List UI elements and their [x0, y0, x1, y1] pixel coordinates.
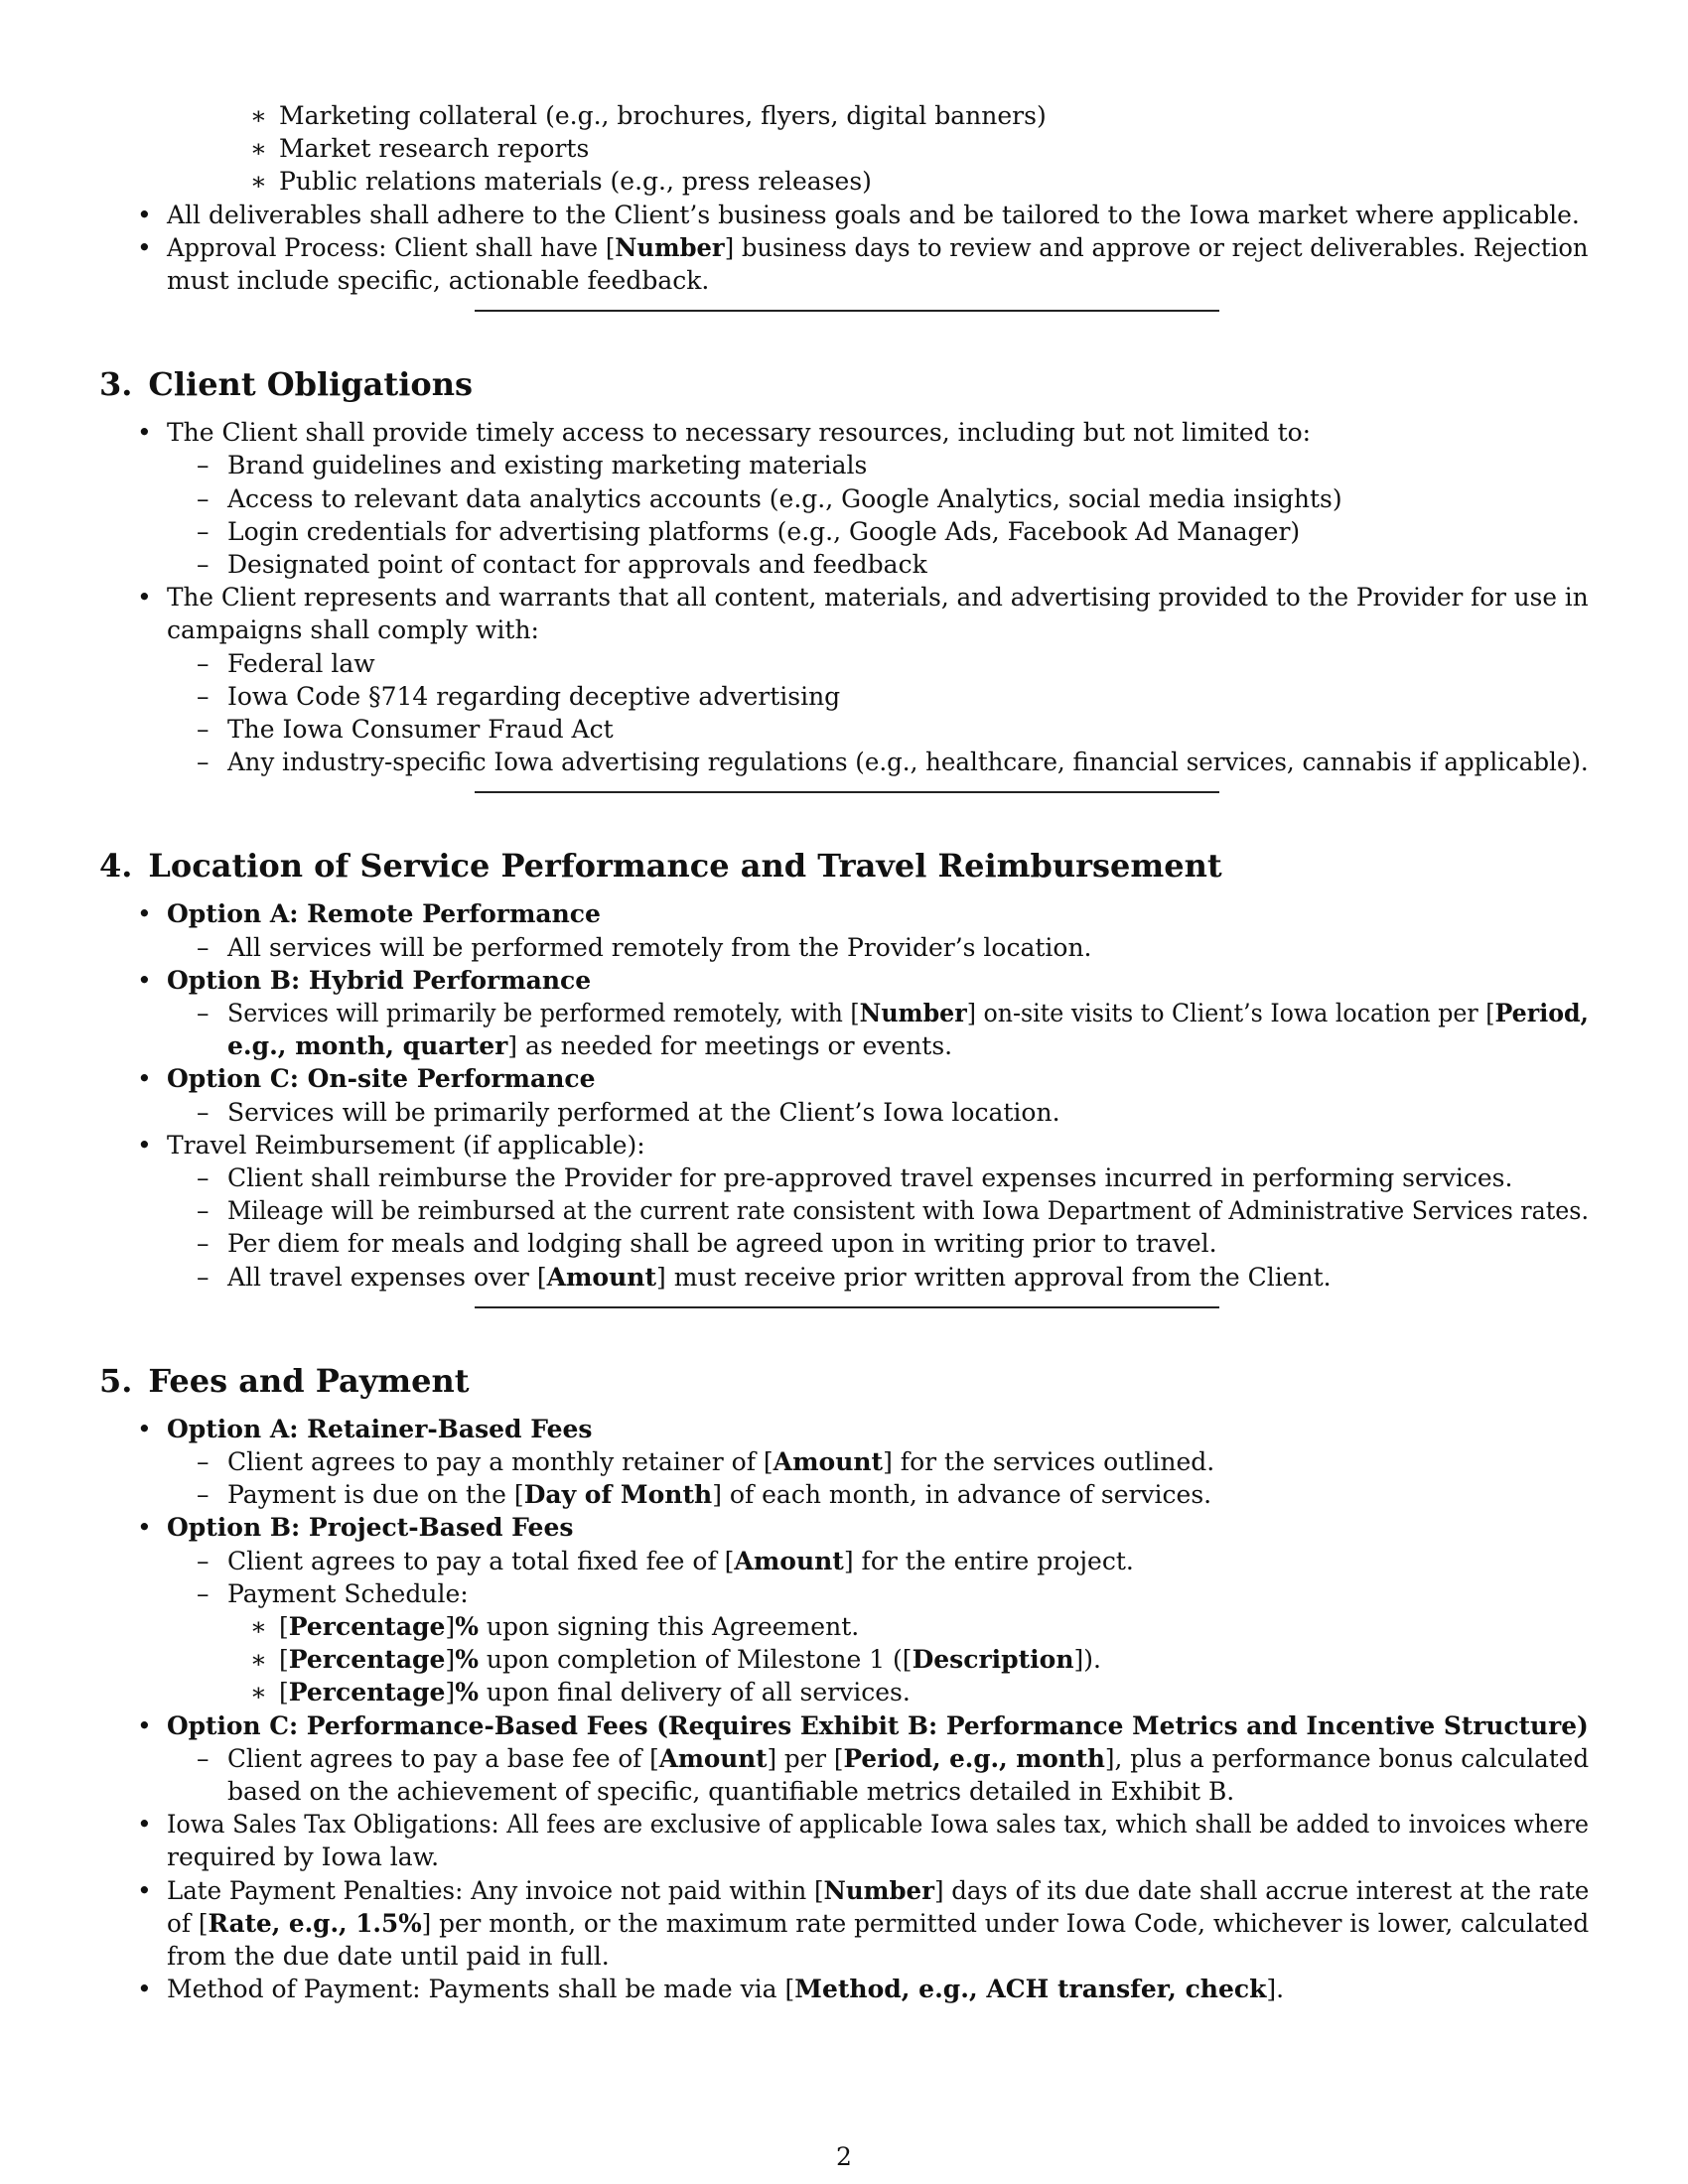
text-run: The Iowa Consumer Fraud Act: [227, 715, 614, 744]
list-item-text: [227, 1161, 1512, 1194]
text-run: [: [279, 1678, 289, 1706]
placeholder-field: Number: [615, 233, 725, 262]
text-run: Iowa Sales Tax Obligations: All fees are exclusive of applicable Iowa sales tax, which shall be added to invoices where: [167, 1810, 1590, 1839]
list-item-text: [167, 416, 1311, 449]
text-run: must include specific, actionable feedback.: [167, 266, 710, 295]
list-item-text: [279, 99, 1047, 132]
placeholder-field: Amount: [773, 1447, 884, 1476]
text-run: ], plus a performance bonus calculated: [1104, 1744, 1590, 1773]
placeholder-field: Period,: [1494, 999, 1589, 1027]
list-item-text: [279, 165, 872, 198]
list-item-text: [167, 1841, 439, 1873]
text-run: All travel expenses over [: [227, 1263, 547, 1292]
text-run: ] for the entire project.: [843, 1547, 1134, 1575]
text-run: ] for the services outlined.: [883, 1447, 1215, 1476]
text-run: Designated point of contact for approvals and feedback: [227, 550, 927, 579]
text-run: ].: [1266, 1975, 1285, 2003]
list-item-text: [227, 1545, 1134, 1577]
text-run: Client agrees to pay a monthly retainer of [: [227, 1447, 774, 1476]
text-run: The Client shall provide timely access to necessary resources, including but not limited to:: [167, 418, 1312, 447]
placeholder-field: Option B: Hybrid Performance: [167, 966, 592, 995]
placeholder-field: %: [455, 1612, 479, 1641]
list-item-text: [167, 199, 1580, 231]
text-run: ] days of its due date shall accrue interest at the rate: [933, 1876, 1590, 1905]
dash-marker: –: [197, 999, 210, 1027]
list-item-text: [227, 1096, 1060, 1129]
bullet-marker: •: [137, 1810, 152, 1839]
section-title: Fees and Payment: [148, 1362, 470, 1400]
text-run: Late Payment Penalties: Any invoice not paid within [: [167, 1876, 824, 1905]
text-run: upon final delivery of all services.: [478, 1678, 911, 1706]
text-run: ] per month, or the maximum rate permitted under Iowa Code, whichever is lower, calculated: [421, 1909, 1590, 1938]
text-run: Method of Payment: Payments shall be made via [: [167, 1975, 795, 2003]
placeholder-field: %: [455, 1678, 479, 1706]
text-run: ]).: [1073, 1645, 1101, 1674]
dash-marker: –: [197, 1263, 210, 1292]
dash-marker: –: [197, 933, 210, 962]
text-run: [: [279, 1645, 289, 1674]
dash-marker: –: [197, 1447, 210, 1476]
asterisk-marker: ∗: [250, 1612, 267, 1641]
text-run: ]: [445, 1645, 456, 1674]
section-number: 4.: [99, 847, 133, 885]
placeholder-field: Number: [859, 999, 967, 1027]
text-run: ] as needed for meetings or events.: [507, 1031, 953, 1060]
placeholder-field: Period, e.g., month: [843, 1744, 1105, 1773]
section-heading: [99, 846, 1222, 886]
placeholder-field: Percentage: [288, 1645, 446, 1674]
section-title: Client Obligations: [148, 365, 473, 403]
asterisk-marker: ∗: [250, 167, 267, 196]
list-item-text: [167, 614, 539, 646]
list-item-text: [227, 713, 614, 746]
bullet-marker: •: [137, 1131, 152, 1160]
text-run: ]: [445, 1678, 456, 1706]
text-run: [: [279, 1612, 289, 1641]
placeholder-field: Day of Month: [523, 1480, 713, 1509]
list-item-text: [227, 997, 1589, 1029]
text-run: Mileage will be reimbursed at the current rate consistent with Iowa Department of Administrative Services rates.: [227, 1196, 1589, 1225]
bullet-marker: •: [137, 899, 152, 928]
text-run: campaigns shall comply with:: [167, 615, 539, 644]
placeholder-field: e.g., month, quarter: [227, 1031, 508, 1060]
dash-marker: –: [197, 1196, 210, 1225]
section-divider: [475, 791, 1219, 793]
list-item-text: [227, 1194, 1589, 1227]
list-item-text: [167, 231, 1589, 264]
placeholder-field: Option B: Project-Based Fees: [167, 1513, 574, 1542]
list-item-text: [167, 264, 709, 297]
text-run: upon signing this Agreement.: [478, 1612, 860, 1641]
list-item-text: [227, 1445, 1214, 1478]
dash-marker: –: [197, 1229, 210, 1258]
list-item-text: [227, 449, 867, 481]
list-item-text: [167, 1413, 593, 1445]
list-item-text: [227, 1227, 1217, 1260]
text-run: Client agrees to pay a total fixed fee of [: [227, 1547, 735, 1575]
dash-marker: –: [197, 715, 210, 744]
placeholder-field: Number: [823, 1876, 934, 1905]
list-item-text: [167, 1940, 610, 1973]
bullet-marker: •: [137, 1711, 152, 1740]
list-item-text: [227, 482, 1342, 515]
text-run: required by Iowa law.: [167, 1843, 440, 1871]
section-divider: [475, 1306, 1219, 1308]
text-run: Services will be primarily performed at the Client’s Iowa location.: [227, 1098, 1060, 1127]
list-item-text: [167, 1129, 645, 1161]
bullet-marker: •: [137, 418, 152, 447]
text-run: Approval Process: Client shall have [: [167, 233, 616, 262]
text-run: Federal law: [227, 649, 375, 678]
list-item-text: [167, 1907, 1589, 1940]
placeholder-field: Percentage: [288, 1678, 446, 1706]
asterisk-marker: ∗: [250, 1645, 267, 1674]
list-item-text: [167, 1709, 1589, 1742]
bullet-marker: •: [137, 1415, 152, 1443]
dash-marker: –: [197, 1579, 210, 1608]
list-item-text: [227, 1261, 1332, 1294]
placeholder-field: Option A: Remote Performance: [167, 899, 601, 928]
dash-marker: –: [197, 649, 210, 678]
section-divider: [475, 310, 1219, 312]
text-run: All services will be performed remotely from the Provider’s location.: [227, 933, 1092, 962]
bullet-marker: •: [137, 233, 152, 262]
section-heading: [99, 1361, 470, 1401]
dash-marker: –: [197, 1163, 210, 1192]
list-item-text: [279, 1676, 911, 1708]
list-item-text: [227, 1742, 1589, 1775]
bullet-marker: •: [137, 1513, 152, 1542]
bullet-marker: •: [137, 966, 152, 995]
list-item-text: [227, 1029, 952, 1062]
placeholder-field: Percentage: [288, 1612, 446, 1641]
placeholder-field: Amount: [734, 1547, 844, 1575]
list-item-text: [167, 1874, 1589, 1907]
list-item-text: [227, 647, 375, 680]
text-run: Marketing collateral (e.g., brochures, flyers, digital banners): [279, 101, 1047, 130]
bullet-marker: •: [137, 201, 152, 229]
list-item-text: [167, 1511, 573, 1544]
dash-marker: –: [197, 517, 210, 546]
text-run: ]: [445, 1612, 456, 1641]
text-run: Market research reports: [279, 134, 590, 163]
dash-marker: –: [197, 748, 210, 776]
section-number: 5.: [99, 1362, 133, 1400]
list-item-text: [279, 132, 589, 165]
list-item-text: [227, 1577, 469, 1610]
page-number: 2: [836, 2142, 852, 2171]
list-item-text: [167, 1062, 596, 1095]
dash-marker: –: [197, 1744, 210, 1773]
placeholder-field: Rate, e.g., 1.5%: [208, 1909, 422, 1938]
text-run: ] per [: [767, 1744, 844, 1773]
text-run: Services will primarily be performed remotely, with [: [227, 999, 860, 1027]
text-run: Iowa Code §714 regarding deceptive advertising: [227, 682, 841, 711]
list-item-text: [227, 1478, 1211, 1511]
text-run: Client agrees to pay a base fee of [: [227, 1744, 659, 1773]
text-run: ] of each month, in advance of services.: [712, 1480, 1212, 1509]
text-run: The Client represents and warrants that all content, materials, and advertising provided to the Provider for use in: [167, 583, 1589, 612]
list-item-text: [227, 746, 1589, 778]
placeholder-field: Option C: Performance-Based Fees (Requires Exhibit B: Performance Metrics and Incentive Structure): [167, 1711, 1589, 1740]
section-title: Location of Service Performance and Travel Reimbursement: [148, 847, 1222, 885]
text-run: Login credentials for advertising platforms (e.g., Google Ads, Facebook Ad Manager): [227, 517, 1301, 546]
text-run: ] on-site visits to Client’s Iowa location per [: [966, 999, 1495, 1027]
list-item-text: [227, 515, 1300, 548]
list-item-text: [227, 548, 927, 581]
text-run: Access to relevant data analytics accounts (e.g., Google Analytics, social media insights): [227, 484, 1342, 513]
asterisk-marker: ∗: [250, 101, 267, 130]
text-run: Public relations materials (e.g., press releases): [279, 167, 872, 196]
list-item-text: [279, 1643, 1101, 1676]
placeholder-field: Method, e.g., ACH transfer, check: [794, 1975, 1267, 2003]
list-item-text: [279, 1610, 859, 1643]
bullet-marker: •: [137, 1064, 152, 1093]
placeholder-field: Amount: [658, 1744, 768, 1773]
text-run: based on the achievement of specific, quantifiable metrics detailed in Exhibit B.: [227, 1777, 1235, 1806]
dash-marker: –: [197, 451, 210, 479]
asterisk-marker: ∗: [250, 1678, 267, 1706]
text-run: Payment Schedule:: [227, 1579, 469, 1608]
asterisk-marker: ∗: [250, 134, 267, 163]
placeholder-field: Description: [912, 1645, 1074, 1674]
list-item-text: [167, 897, 601, 930]
text-run: from the due date until paid in full.: [167, 1942, 610, 1971]
list-item-text: [227, 931, 1092, 964]
dash-marker: –: [197, 1098, 210, 1127]
text-run: All deliverables shall adhere to the Client’s business goals and be tailored to the Iowa market where applicable.: [167, 201, 1580, 229]
placeholder-field: Amount: [546, 1263, 657, 1292]
list-item-text: [167, 1973, 1284, 2005]
list-item-text: [227, 680, 840, 713]
text-run: Travel Reimbursement (if applicable):: [167, 1131, 645, 1160]
list-item-text: [167, 964, 591, 997]
text-run: Any industry-specific Iowa advertising regulations (e.g., healthcare, financial services, cannabis if applicable).: [227, 748, 1589, 776]
text-run: Client shall reimburse the Provider for pre-approved travel expenses incurred in performing services.: [227, 1163, 1513, 1192]
list-item-text: [167, 1808, 1589, 1841]
dash-marker: –: [197, 1480, 210, 1509]
text-run: Payment is due on the [: [227, 1480, 524, 1509]
placeholder-field: Option A: Retainer-Based Fees: [167, 1415, 593, 1443]
bullet-marker: •: [137, 1876, 152, 1905]
text-run: ] must receive prior written approval from the Client.: [656, 1263, 1332, 1292]
text-run: Brand guidelines and existing marketing materials: [227, 451, 868, 479]
list-item-text: [167, 581, 1589, 614]
section-number: 3.: [99, 365, 133, 403]
text-run: Per diem for meals and lodging shall be agreed upon in writing prior to travel.: [227, 1229, 1217, 1258]
text-run: of [: [167, 1909, 209, 1938]
list-item-text: [227, 1775, 1234, 1808]
placeholder-field: Option C: On-site Performance: [167, 1064, 596, 1093]
dash-marker: –: [197, 1547, 210, 1575]
section-heading: [99, 364, 473, 404]
text-run: ] business days to review and approve or reject deliverables. Rejection: [724, 233, 1589, 262]
bullet-marker: •: [137, 583, 152, 612]
dash-marker: –: [197, 682, 210, 711]
bullet-marker: •: [137, 1975, 152, 2003]
dash-marker: –: [197, 550, 210, 579]
dash-marker: –: [197, 484, 210, 513]
text-run: upon completion of Milestone 1 ([: [478, 1645, 913, 1674]
placeholder-field: %: [455, 1645, 479, 1674]
